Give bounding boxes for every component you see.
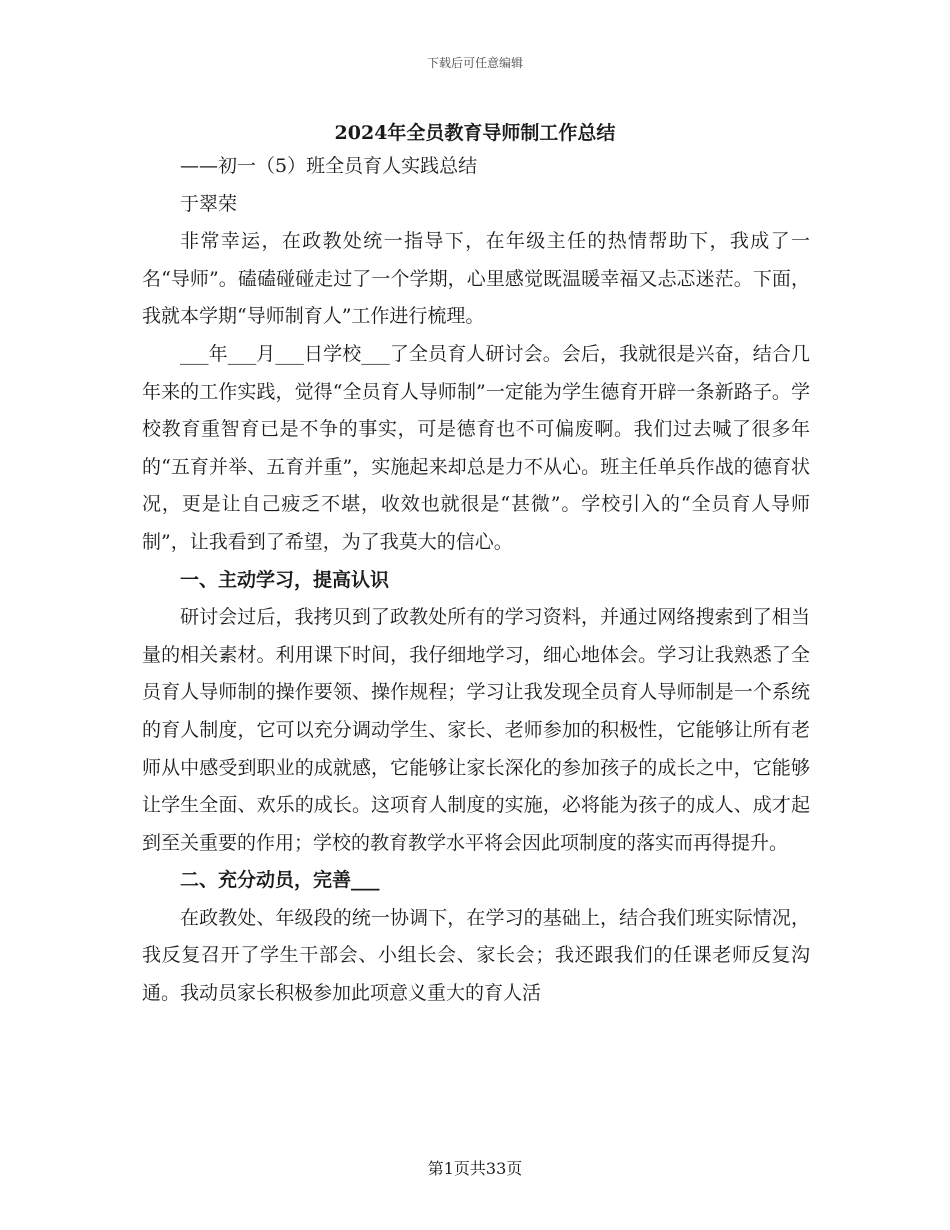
document-body (142, 148, 810, 1013)
document-subtitle: ——初一（5）班全员育人实践总结 (180, 155, 478, 177)
section-text-2: 在政教处、年级段的统一协调下，在学习的基础上，结合我们班实际情况，我反复召开了学生干部会、小组长会、家长会；我还跟我们的任课老师反复沟通。我动员家长积极参加此项意义重大的育人活 (142, 906, 810, 1005)
author-name: 于翠荣 (180, 192, 238, 215)
paragraph-intro: 非常幸运，在政教处统一指导下，在年级主任的热情帮助下，我成了一名“导师”。磕磕碰碰走过了一个学期，心里感觉既温暖幸福又忐忑迷茫。下面，我就本学期“导师制育人”工作进行梳理。 (142, 230, 810, 328)
section-heading-1: 一、主动学习，提高认识 (180, 568, 390, 591)
page-footer: 第1页共33页 (427, 1159, 523, 1178)
section-text-1: 研讨会过后，我拷贝到了政教处所有的学习资料，并通过网络搜索到了相当量的相关素材。利用课下时间，我仔细地学习，细心地体会。学习让我熟悉了全员育人导师制的操作要领、操作规程；学习让我发现全员育人导师制是一个系统的育人制度，它可以充分调动学生、家长、老师参加的积极性，它能够让所有老师从中感受到职业的成就感，它能够让家长深化的参加孩子的成长之中，它能够让学生全面、欢乐的成长。这项育人制度的实施，必将能为孩子的成人、成才起到至关重要的作用；学校的教育教学水平将会因此项制度的落实而再得提升。 (142, 606, 810, 854)
paragraph-background: ___年___月___日学校___了全员育人研讨会。会后，我就很是兴奋，结合几年来的工作实践，觉得“全员育人导师制”一定能为学生德育开辟一条新路子。学校教育重智育已是不争的事实，可是德育也不可偏废啊。我们过去喊了很多年的“五育并举、五育并重”，实施起来却总是力不从心。班主任单兵作战的德育状况，更是让自己疲乏不堪，收效也就很是“甚微”。学校引入的“全员育人导师制”，让我看到了希望，为了我莫大的信心。 (142, 342, 810, 553)
document-title: 2024年全员教育导师制工作总结 (334, 122, 616, 144)
section-heading-2: 二、充分动员，完善___ (180, 869, 380, 892)
page-header: 下载后可任意编辑 (426, 56, 523, 70)
